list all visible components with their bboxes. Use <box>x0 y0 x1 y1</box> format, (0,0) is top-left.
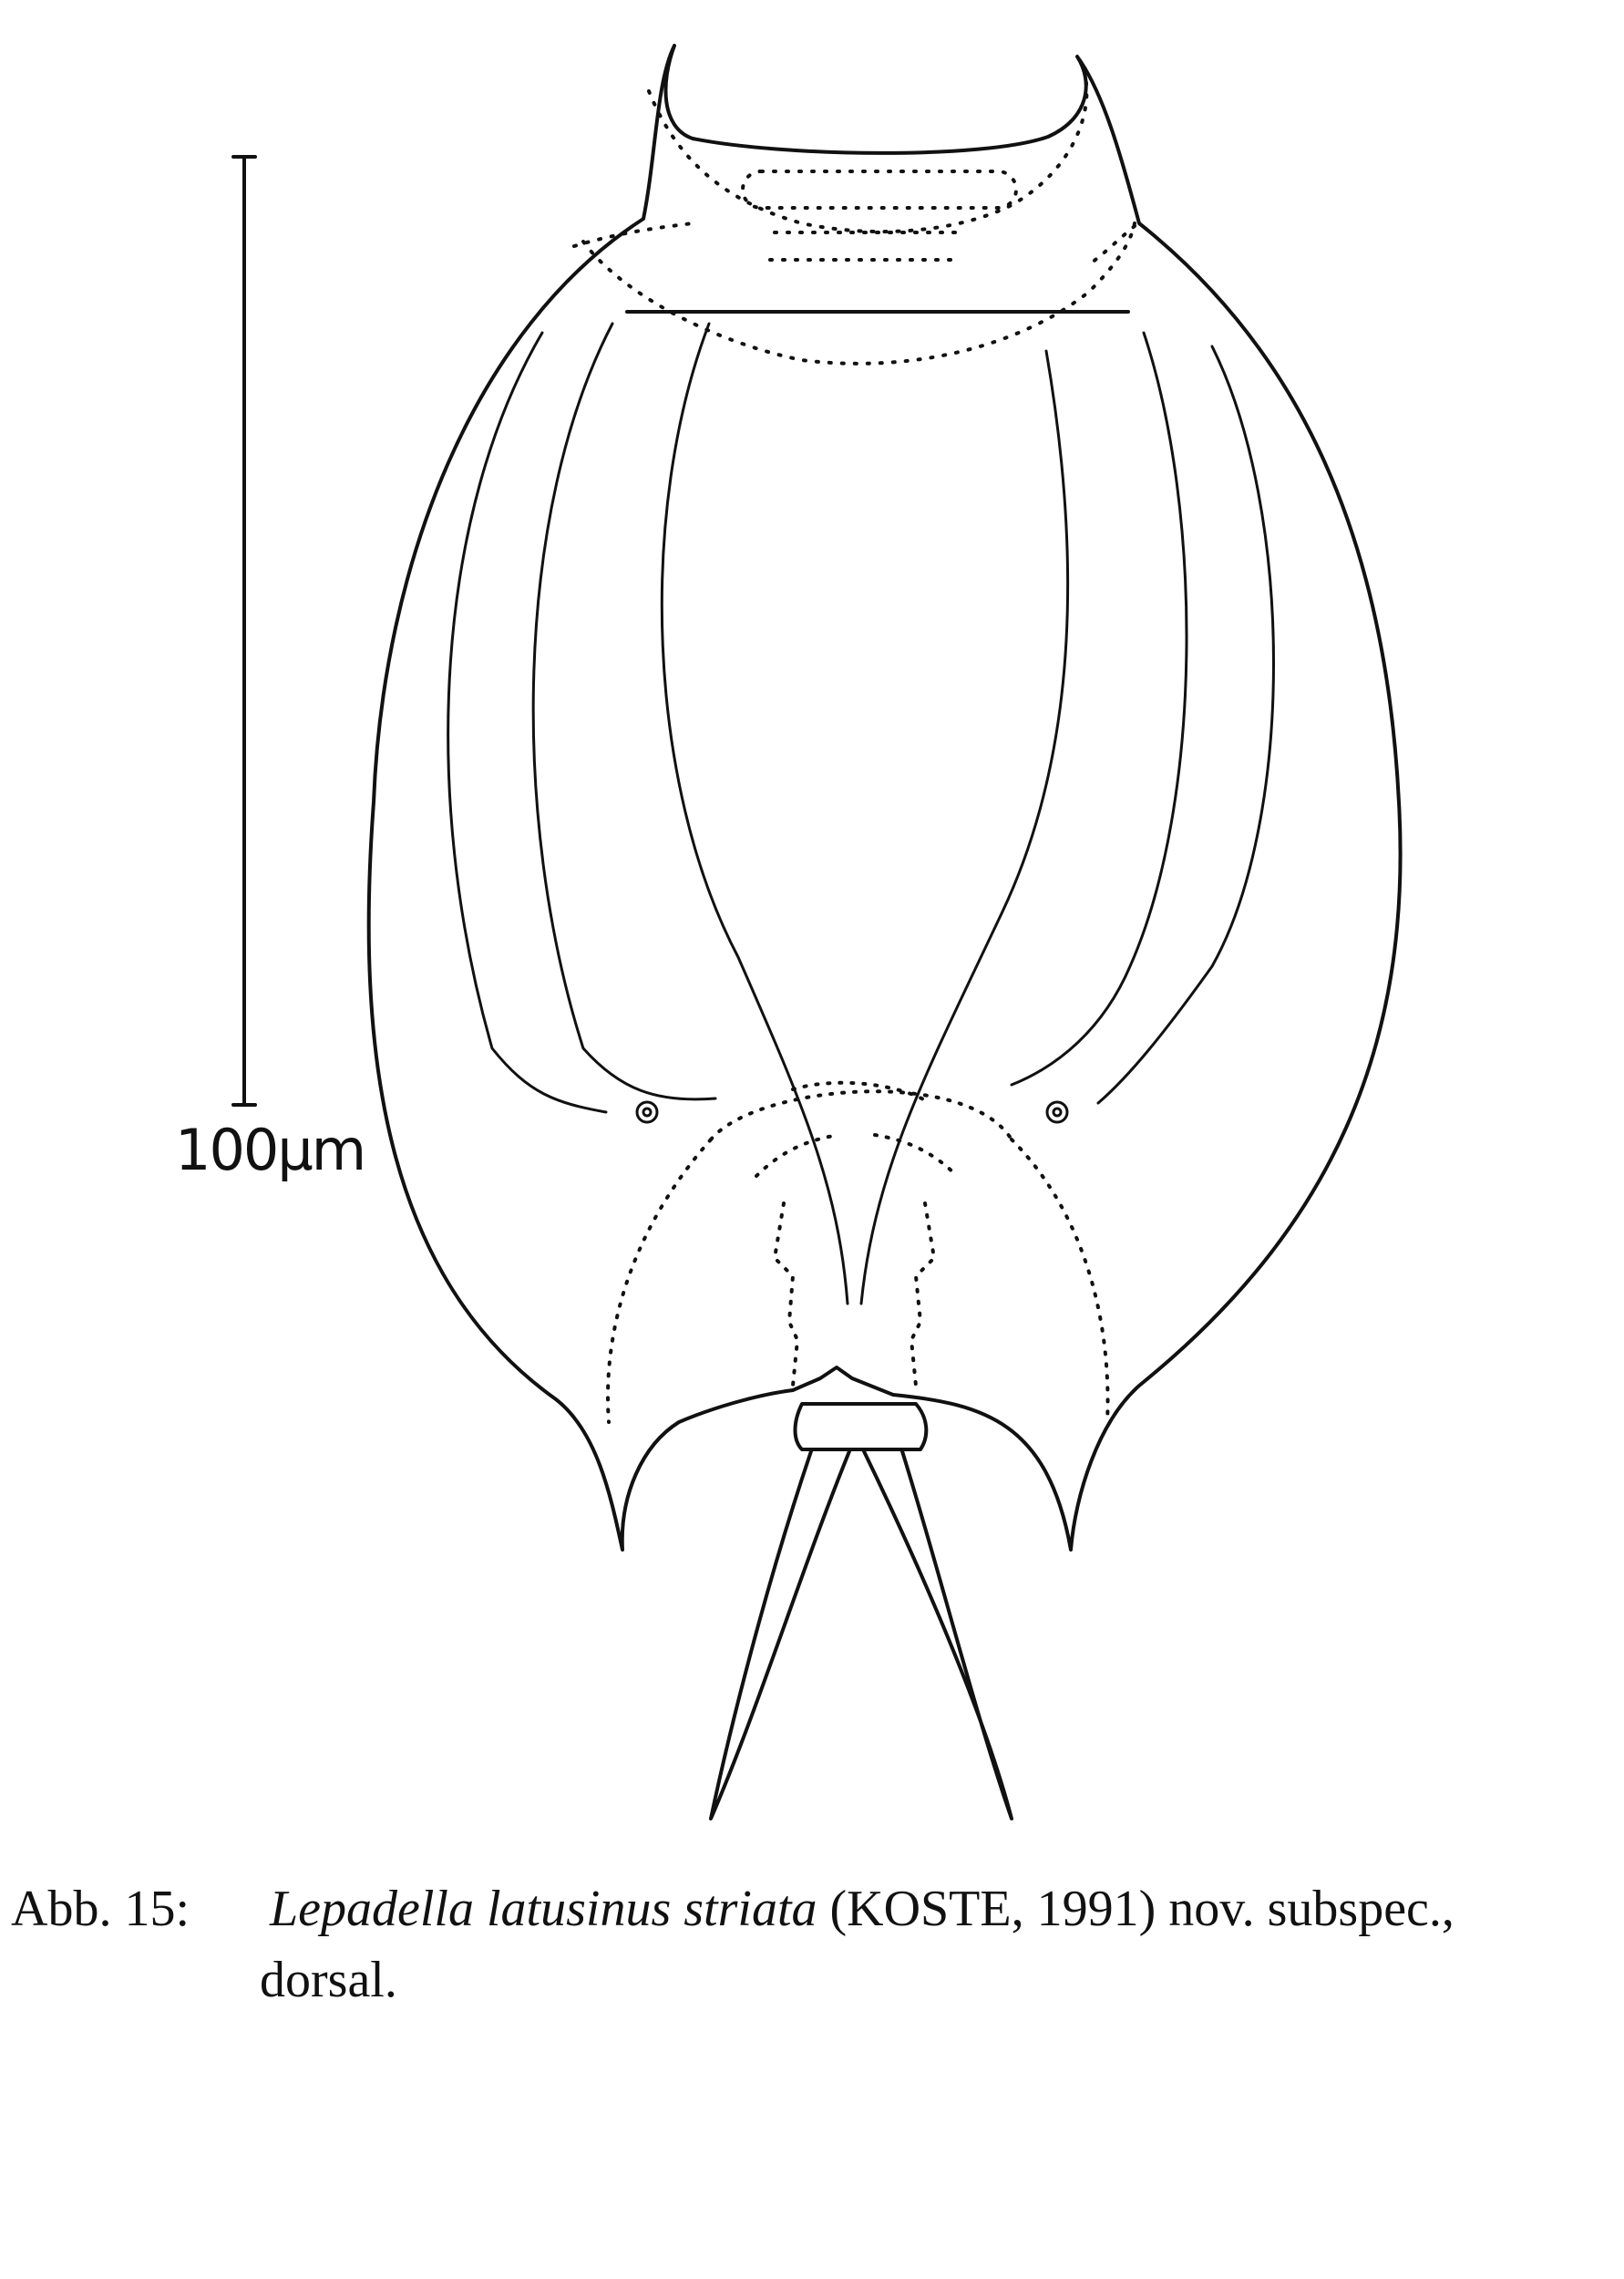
figure-caption <box>11 1873 1615 2016</box>
caption-authority: (KOSTE, 1991) nov. subspec., <box>829 1881 1454 1937</box>
foot-and-toes <box>711 1404 1012 1819</box>
lorica-outline <box>369 46 1401 1550</box>
scale-bar <box>233 157 255 1105</box>
lorica-ridges <box>448 324 1274 1304</box>
posterior-dotted-structures <box>608 1083 1108 1422</box>
caption-view: dorsal. <box>260 1952 397 2008</box>
caption-species: Lepadella latusinus striata <box>270 1881 817 1937</box>
scale-bar-label: 100µm <box>175 1117 365 1183</box>
caption-label: Abb. 15: <box>11 1881 190 1937</box>
lateral-antennae <box>637 1102 1067 1122</box>
